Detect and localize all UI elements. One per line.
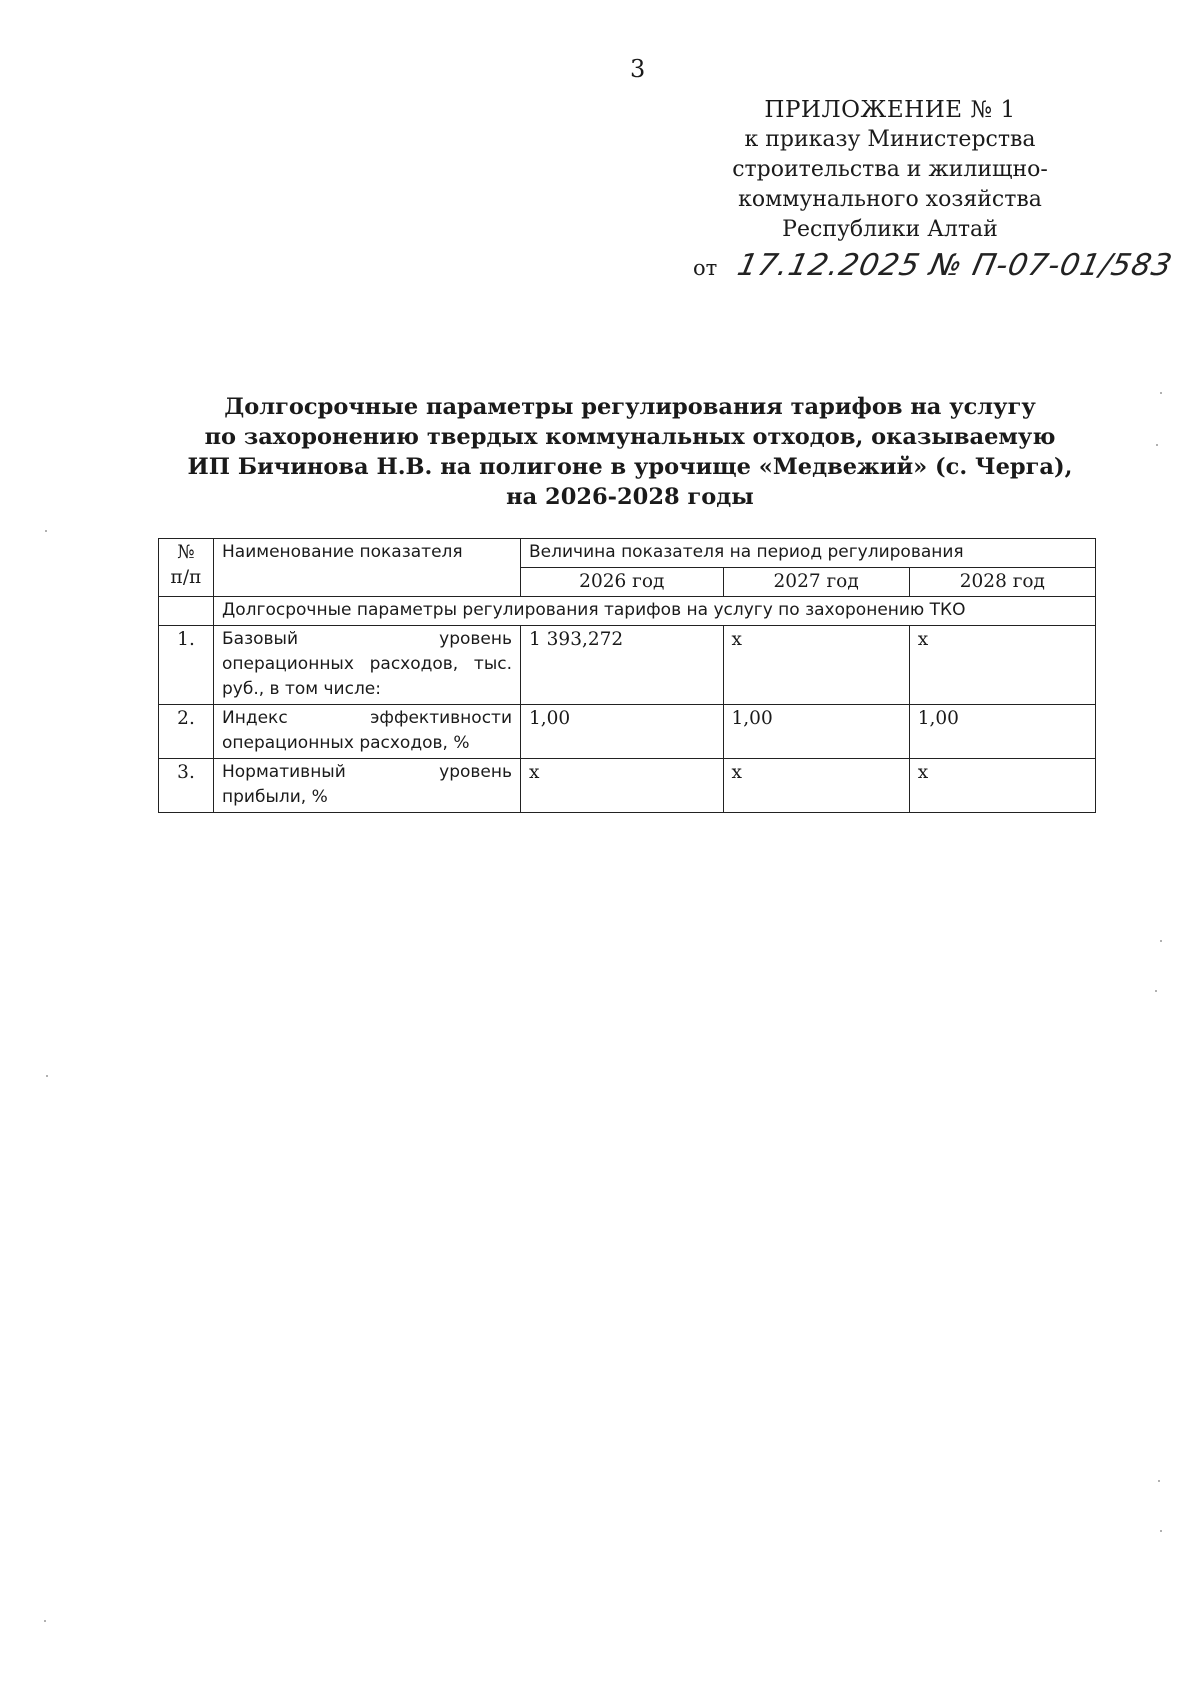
document-title (180, 392, 1080, 512)
header-num: № п/п (159, 539, 214, 597)
header-year: 2026 год (521, 568, 724, 597)
row-name: Базовый уровень операционных расходов, тыс. руб., в том числе: (214, 626, 521, 705)
table-row (159, 759, 1096, 813)
header-name: Наименование показателя (214, 539, 521, 597)
header-value-group: Величина показателя на период регулирования (521, 539, 1096, 568)
row-name: Индекс эффективности операционных расходов, % (214, 705, 521, 759)
title-line: на 2026-2028 годы (506, 484, 754, 510)
header-year: 2027 год (723, 568, 909, 597)
scan-speck (1160, 940, 1162, 942)
row-value: x (723, 759, 909, 813)
row-value: 1,00 (909, 705, 1095, 759)
row-value: 1,00 (521, 705, 724, 759)
row-name: Нормативный уровень прибыли, % (214, 759, 521, 813)
appendix-line: коммунального хозяйства (738, 187, 1042, 212)
row-value: x (521, 759, 724, 813)
section-spacer (159, 597, 214, 626)
order-date (693, 248, 1176, 283)
date-prefix: от (693, 256, 718, 280)
table-row (159, 705, 1096, 759)
title-line: Долгосрочные параметры регулирования тарифов на услугу (224, 394, 1036, 420)
appendix-line: Республики Алтай (782, 217, 998, 242)
appendix-heading: ПРИЛОЖЕНИЕ № 1 (764, 97, 1016, 123)
appendix-block (700, 95, 1080, 245)
title-line: по захоронению твердых коммунальных отходов, оказываемую (204, 424, 1056, 450)
scan-speck (1155, 990, 1157, 992)
parameters-table (158, 538, 1096, 813)
scan-speck (46, 1075, 48, 1077)
appendix-line: строительства и жилищно- (732, 157, 1048, 182)
row-value: x (909, 759, 1095, 813)
page-number: 3 (630, 55, 646, 83)
section-title: Долгосрочные параметры регулирования тарифов на услугу по захоронению ТКО (214, 597, 1096, 626)
scan-speck (1160, 392, 1162, 394)
table-header-row (159, 539, 1096, 568)
scan-speck (1160, 1530, 1162, 1532)
table-row (159, 626, 1096, 705)
scan-speck (44, 1620, 46, 1622)
header-year: 2028 год (909, 568, 1095, 597)
row-value: x (909, 626, 1095, 705)
appendix-line: к приказу Министерства (744, 127, 1036, 152)
row-value: 1 393,272 (521, 626, 724, 705)
row-num: 2. (159, 705, 214, 759)
row-value: x (723, 626, 909, 705)
scan-speck (1158, 1480, 1160, 1482)
row-value: 1,00 (723, 705, 909, 759)
row-num: 1. (159, 626, 214, 705)
handwritten-date-number: 17.12.2025 № П-07-01/583 (734, 248, 1176, 283)
row-num: 3. (159, 759, 214, 813)
scan-speck (45, 530, 47, 532)
table-section-row (159, 597, 1096, 626)
title-line: ИП Бичинова Н.В. на полигоне в урочище «Медвежий» (с. Черга), (187, 454, 1073, 480)
scan-speck (1156, 444, 1158, 446)
